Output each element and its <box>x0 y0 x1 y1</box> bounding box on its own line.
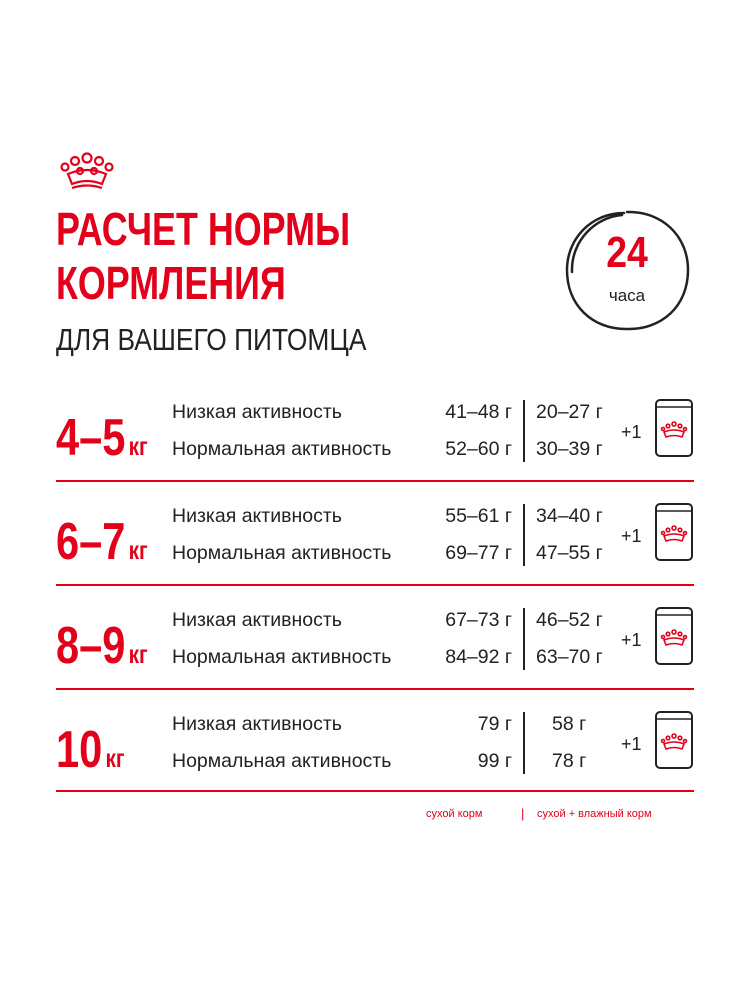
normal-activity-label: Нормальная активность <box>172 542 392 564</box>
normal-dry-amount: 84–92 г <box>445 646 512 668</box>
weight-unit: кг <box>128 535 148 565</box>
plus-one: +1 <box>621 734 642 754</box>
plus-one: +1 <box>621 422 642 442</box>
normal-activity-label: Нормальная активность <box>172 438 392 460</box>
column-separator <box>523 608 525 670</box>
weight-number: 10 <box>56 721 103 779</box>
normal-dry-amount: 99 г <box>477 750 512 772</box>
legend-mixed: сухой + влажный корм <box>537 808 652 820</box>
badge-number: 24 <box>606 228 648 277</box>
weight-number: 8–9 <box>56 617 126 675</box>
weight-number: 4–5 <box>56 409 126 467</box>
low-dry-amount: 55–61 г <box>445 505 512 527</box>
page-title-line2: КОРМЛЕНИЯ <box>56 257 286 309</box>
low-activity-label: Низкая активность <box>172 713 342 735</box>
page-title-line1: РАСЧЕТ НОРМЫ <box>56 203 351 255</box>
low-activity-label: Низкая активность <box>172 505 342 527</box>
pouch-icon <box>654 398 694 458</box>
column-separator <box>523 400 525 462</box>
weight-value <box>56 512 148 572</box>
weight-unit: кг <box>128 639 148 669</box>
plus-one: +1 <box>621 526 642 546</box>
weight-row <box>0 502 750 606</box>
legend-separator: | <box>521 806 525 821</box>
normal-wet-amount: 30–39 г <box>536 438 603 460</box>
plus-one: +1 <box>621 630 642 650</box>
normal-dry-amount: 69–77 г <box>445 542 512 564</box>
weight-row <box>0 606 750 710</box>
low-dry-amount: 41–48 г <box>445 401 512 423</box>
weight-unit: кг <box>128 431 148 461</box>
low-activity-label: Низкая активность <box>172 401 342 423</box>
normal-wet-amount: 63–70 г <box>536 646 603 668</box>
low-wet-amount: 34–40 г <box>536 505 603 527</box>
row-divider <box>56 688 694 690</box>
pouch-icon <box>654 606 694 666</box>
low-wet-amount: 46–52 г <box>536 609 603 631</box>
crown-icon <box>58 150 116 194</box>
low-dry-amount: 79 г <box>477 713 512 735</box>
normal-activity-label: Нормальная активность <box>172 646 392 668</box>
weight-value <box>56 408 148 468</box>
normal-wet-amount: 47–55 г <box>536 542 603 564</box>
column-separator <box>523 504 525 566</box>
low-dry-amount: 67–73 г <box>445 609 512 631</box>
column-separator <box>523 712 525 774</box>
weight-row <box>0 710 750 814</box>
weight-value <box>56 720 125 780</box>
badge-label: часа <box>608 286 646 305</box>
normal-wet-amount: 78 г <box>552 750 587 772</box>
weight-value <box>56 616 148 676</box>
weight-row <box>0 398 750 502</box>
low-wet-amount: 20–27 г <box>536 401 603 423</box>
normal-activity-label: Нормальная активность <box>172 750 392 772</box>
weight-unit: кг <box>105 743 125 773</box>
row-divider <box>56 584 694 586</box>
pouch-icon <box>654 710 694 770</box>
low-wet-amount: 58 г <box>552 713 587 735</box>
row-divider <box>56 480 694 482</box>
low-activity-label: Низкая активность <box>172 609 342 631</box>
hours-badge <box>562 208 692 333</box>
normal-dry-amount: 52–60 г <box>445 438 512 460</box>
page-subtitle: ДЛЯ ВАШЕГО ПИТОМЦА <box>56 322 367 357</box>
row-divider <box>56 790 694 792</box>
pouch-icon <box>654 502 694 562</box>
legend-dry: сухой корм <box>426 808 483 820</box>
weight-number: 6–7 <box>56 513 126 571</box>
